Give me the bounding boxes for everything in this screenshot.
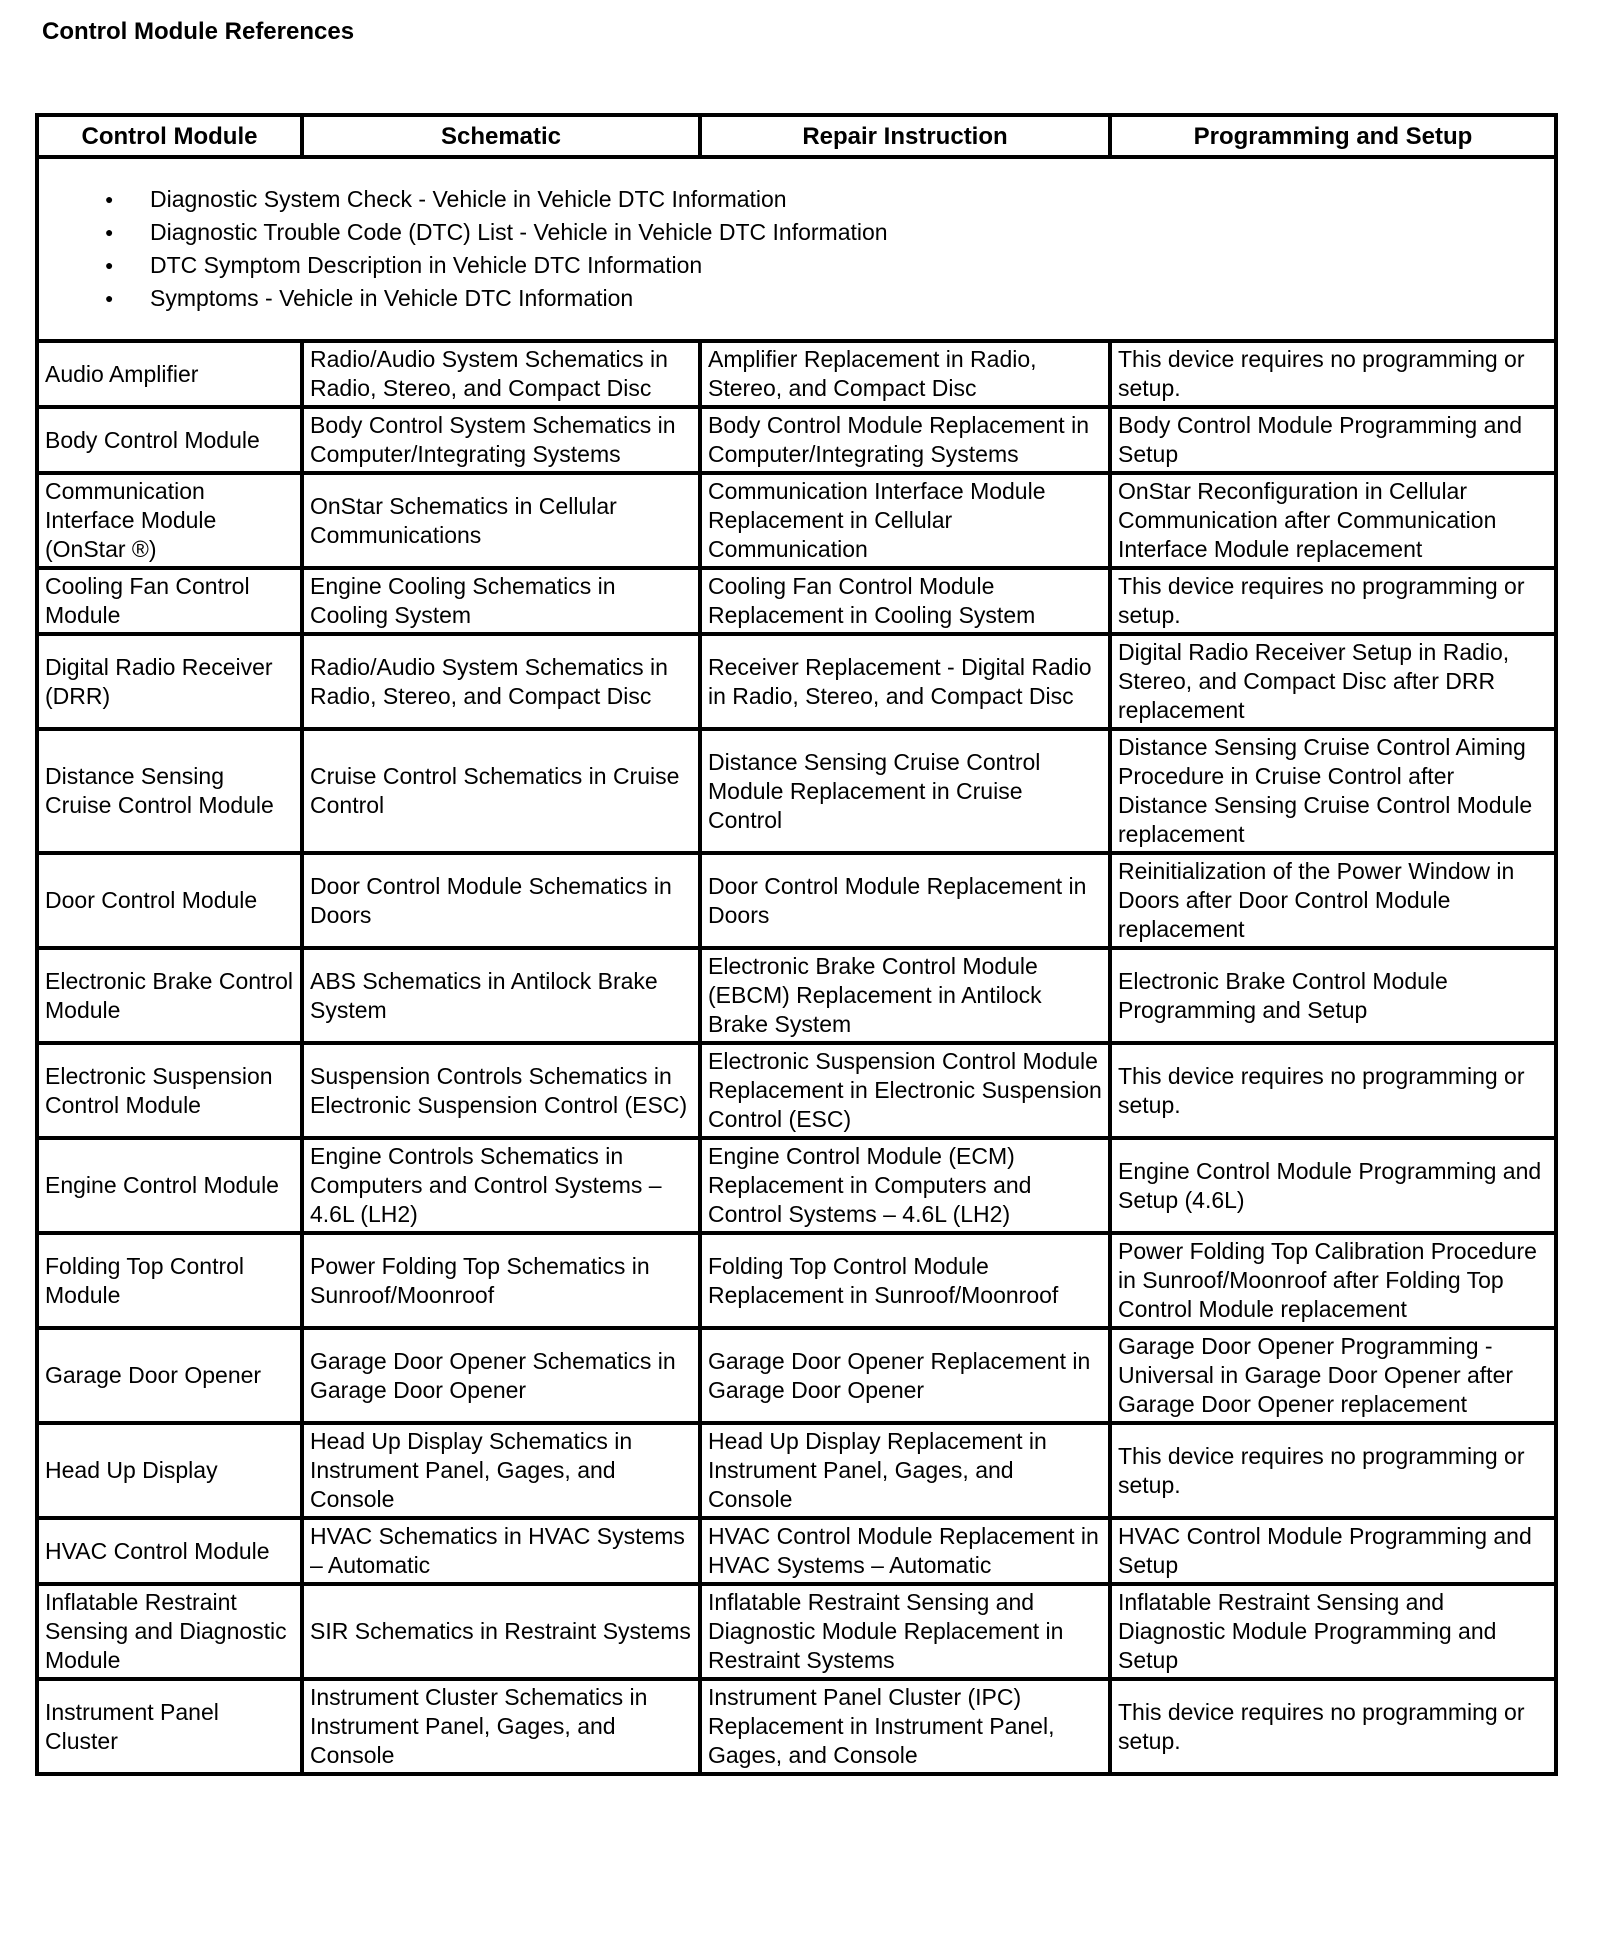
cell-schematic: Power Folding Top Schematics in Sunroof/Moonroof bbox=[302, 1233, 700, 1328]
cell-repair-instruction: Head Up Display Replacement in Instrument Panel, Gages, and Console bbox=[700, 1423, 1110, 1518]
cell-control-module: Inflatable Restraint Sensing and Diagnostic Module bbox=[37, 1584, 302, 1679]
cell-schematic: Instrument Cluster Schematics in Instrument Panel, Gages, and Console bbox=[302, 1679, 700, 1774]
column-header-schematic: Schematic bbox=[302, 115, 700, 157]
table-row bbox=[37, 341, 1556, 407]
cell-programming-setup: Reinitialization of the Power Window in Doors after Door Control Module replacement bbox=[1110, 853, 1556, 948]
table-row bbox=[37, 634, 1556, 729]
cell-schematic: Engine Controls Schematics in Computers and Control Systems – 4.6L (LH2) bbox=[302, 1138, 700, 1233]
cell-schematic: Cruise Control Schematics in Cruise Control bbox=[302, 729, 700, 853]
cell-control-module: HVAC Control Module bbox=[37, 1518, 302, 1584]
header-row bbox=[37, 115, 1556, 157]
info-row bbox=[37, 157, 1556, 341]
cell-control-module: Cooling Fan Control Module bbox=[37, 568, 302, 634]
cell-schematic: Door Control Module Schematics in Doors bbox=[302, 853, 700, 948]
cell-programming-setup: Digital Radio Receiver Setup in Radio, Stereo, and Compact Disc after DRR replacement bbox=[1110, 634, 1556, 729]
cell-programming-setup: OnStar Reconfiguration in Cellular Communication after Communication Interface Module replacement bbox=[1110, 473, 1556, 568]
cell-programming-setup: Body Control Module Programming and Setup bbox=[1110, 407, 1556, 473]
cell-repair-instruction: Door Control Module Replacement in Doors bbox=[700, 853, 1110, 948]
cell-control-module: Electronic Brake Control Module bbox=[37, 948, 302, 1043]
table-body bbox=[37, 157, 1556, 1774]
cell-repair-instruction: Inflatable Restraint Sensing and Diagnostic Module Replacement in Restraint Systems bbox=[700, 1584, 1110, 1679]
cell-schematic: Radio/Audio System Schematics in Radio, Stereo, and Compact Disc bbox=[302, 341, 700, 407]
table-row bbox=[37, 853, 1556, 948]
cell-control-module: Engine Control Module bbox=[37, 1138, 302, 1233]
column-header-repair-instruction: Repair Instruction bbox=[700, 115, 1110, 157]
cell-schematic: Head Up Display Schematics in Instrument Panel, Gages, and Console bbox=[302, 1423, 700, 1518]
table-row bbox=[37, 1584, 1556, 1679]
cell-repair-instruction: Communication Interface Module Replacement in Cellular Communication bbox=[700, 473, 1110, 568]
table-row bbox=[37, 1518, 1556, 1584]
table-row bbox=[37, 948, 1556, 1043]
cell-repair-instruction: Body Control Module Replacement in Computer/Integrating Systems bbox=[700, 407, 1110, 473]
cell-control-module: Garage Door Opener bbox=[37, 1328, 302, 1423]
table-row bbox=[37, 1328, 1556, 1423]
cell-programming-setup: This device requires no programming or setup. bbox=[1110, 1423, 1556, 1518]
cell-control-module: Communication Interface Module (OnStar ®) bbox=[37, 473, 302, 568]
table-row bbox=[37, 1043, 1556, 1138]
info-item: ● Diagnostic Trouble Code (DTC) List - Vehicle in Vehicle DTC Information bbox=[105, 216, 1548, 249]
cell-repair-instruction: Electronic Suspension Control Module Replacement in Electronic Suspension Control (ESC) bbox=[700, 1043, 1110, 1138]
cell-control-module: Folding Top Control Module bbox=[37, 1233, 302, 1328]
cell-control-module: Electronic Suspension Control Module bbox=[37, 1043, 302, 1138]
cell-control-module: Distance Sensing Cruise Control Module bbox=[37, 729, 302, 853]
cell-control-module: Audio Amplifier bbox=[37, 341, 302, 407]
page-title: Control Module References bbox=[42, 18, 355, 45]
column-header-programming-setup: Programming and Setup bbox=[1110, 115, 1556, 157]
table-row bbox=[37, 1233, 1556, 1328]
cell-schematic: Engine Cooling Schematics in Cooling System bbox=[302, 568, 700, 634]
cell-repair-instruction: Folding Top Control Module Replacement in Sunroof/Moonroof bbox=[700, 1233, 1110, 1328]
info-item: ● Symptoms - Vehicle in Vehicle DTC Information bbox=[105, 282, 1548, 315]
cell-repair-instruction: Receiver Replacement - Digital Radio in Radio, Stereo, and Compact Disc bbox=[700, 634, 1110, 729]
cell-programming-setup: HVAC Control Module Programming and Setup bbox=[1110, 1518, 1556, 1584]
cell-schematic: Suspension Controls Schematics in Electronic Suspension Control (ESC) bbox=[302, 1043, 700, 1138]
cell-schematic: OnStar Schematics in Cellular Communications bbox=[302, 473, 700, 568]
cell-schematic: HVAC Schematics in HVAC Systems – Automatic bbox=[302, 1518, 700, 1584]
table-row bbox=[37, 729, 1556, 853]
cell-programming-setup: This device requires no programming or setup. bbox=[1110, 1679, 1556, 1774]
table-row bbox=[37, 1138, 1556, 1233]
cell-repair-instruction: Instrument Panel Cluster (IPC) Replacement in Instrument Panel, Gages, and Console bbox=[700, 1679, 1110, 1774]
cell-programming-setup: Engine Control Module Programming and Setup (4.6L) bbox=[1110, 1138, 1556, 1233]
cell-programming-setup: Distance Sensing Cruise Control Aiming Procedure in Cruise Control after Distance Sensing Cruise Control Module replacement bbox=[1110, 729, 1556, 853]
table-row bbox=[37, 1423, 1556, 1518]
cell-programming-setup: This device requires no programming or setup. bbox=[1110, 341, 1556, 407]
table-header bbox=[37, 115, 1556, 157]
cell-programming-setup: Power Folding Top Calibration Procedure in Sunroof/Moonroof after Folding Top Control Module replacement bbox=[1110, 1233, 1556, 1328]
cell-programming-setup: Inflatable Restraint Sensing and Diagnostic Module Programming and Setup bbox=[1110, 1584, 1556, 1679]
info-cell bbox=[37, 157, 1556, 341]
control-module-table bbox=[35, 113, 1558, 1776]
cell-schematic: Radio/Audio System Schematics in Radio, Stereo, and Compact Disc bbox=[302, 634, 700, 729]
cell-repair-instruction: Amplifier Replacement in Radio, Stereo, and Compact Disc bbox=[700, 341, 1110, 407]
cell-control-module: Head Up Display bbox=[37, 1423, 302, 1518]
table-row bbox=[37, 473, 1556, 568]
cell-control-module: Door Control Module bbox=[37, 853, 302, 948]
table-row bbox=[37, 568, 1556, 634]
cell-repair-instruction: Cooling Fan Control Module Replacement in Cooling System bbox=[700, 568, 1110, 634]
column-header-control-module: Control Module bbox=[37, 115, 302, 157]
info-list bbox=[45, 183, 1548, 315]
cell-control-module: Body Control Module bbox=[37, 407, 302, 473]
cell-programming-setup: This device requires no programming or setup. bbox=[1110, 568, 1556, 634]
cell-control-module: Instrument Panel Cluster bbox=[37, 1679, 302, 1774]
cell-repair-instruction: Distance Sensing Cruise Control Module Replacement in Cruise Control bbox=[700, 729, 1110, 853]
cell-schematic: Body Control System Schematics in Computer/Integrating Systems bbox=[302, 407, 700, 473]
info-item: ● DTC Symptom Description in Vehicle DTC Information bbox=[105, 249, 1548, 282]
info-item: ● Diagnostic System Check - Vehicle in Vehicle DTC Information bbox=[105, 183, 1548, 216]
table-row bbox=[37, 407, 1556, 473]
cell-programming-setup: Electronic Brake Control Module Programming and Setup bbox=[1110, 948, 1556, 1043]
cell-programming-setup: Garage Door Opener Programming - Universal in Garage Door Opener after Garage Door Opener replacement bbox=[1110, 1328, 1556, 1423]
cell-repair-instruction: Engine Control Module (ECM) Replacement in Computers and Control Systems – 4.6L (LH2) bbox=[700, 1138, 1110, 1233]
cell-schematic: ABS Schematics in Antilock Brake System bbox=[302, 948, 700, 1043]
cell-repair-instruction: Garage Door Opener Replacement in Garage Door Opener bbox=[700, 1328, 1110, 1423]
cell-control-module: Digital Radio Receiver (DRR) bbox=[37, 634, 302, 729]
cell-schematic: Garage Door Opener Schematics in Garage Door Opener bbox=[302, 1328, 700, 1423]
cell-programming-setup: This device requires no programming or setup. bbox=[1110, 1043, 1556, 1138]
cell-repair-instruction: Electronic Brake Control Module (EBCM) Replacement in Antilock Brake System bbox=[700, 948, 1110, 1043]
cell-repair-instruction: HVAC Control Module Replacement in HVAC Systems – Automatic bbox=[700, 1518, 1110, 1584]
cell-schematic: SIR Schematics in Restraint Systems bbox=[302, 1584, 700, 1679]
table-row bbox=[37, 1679, 1556, 1774]
